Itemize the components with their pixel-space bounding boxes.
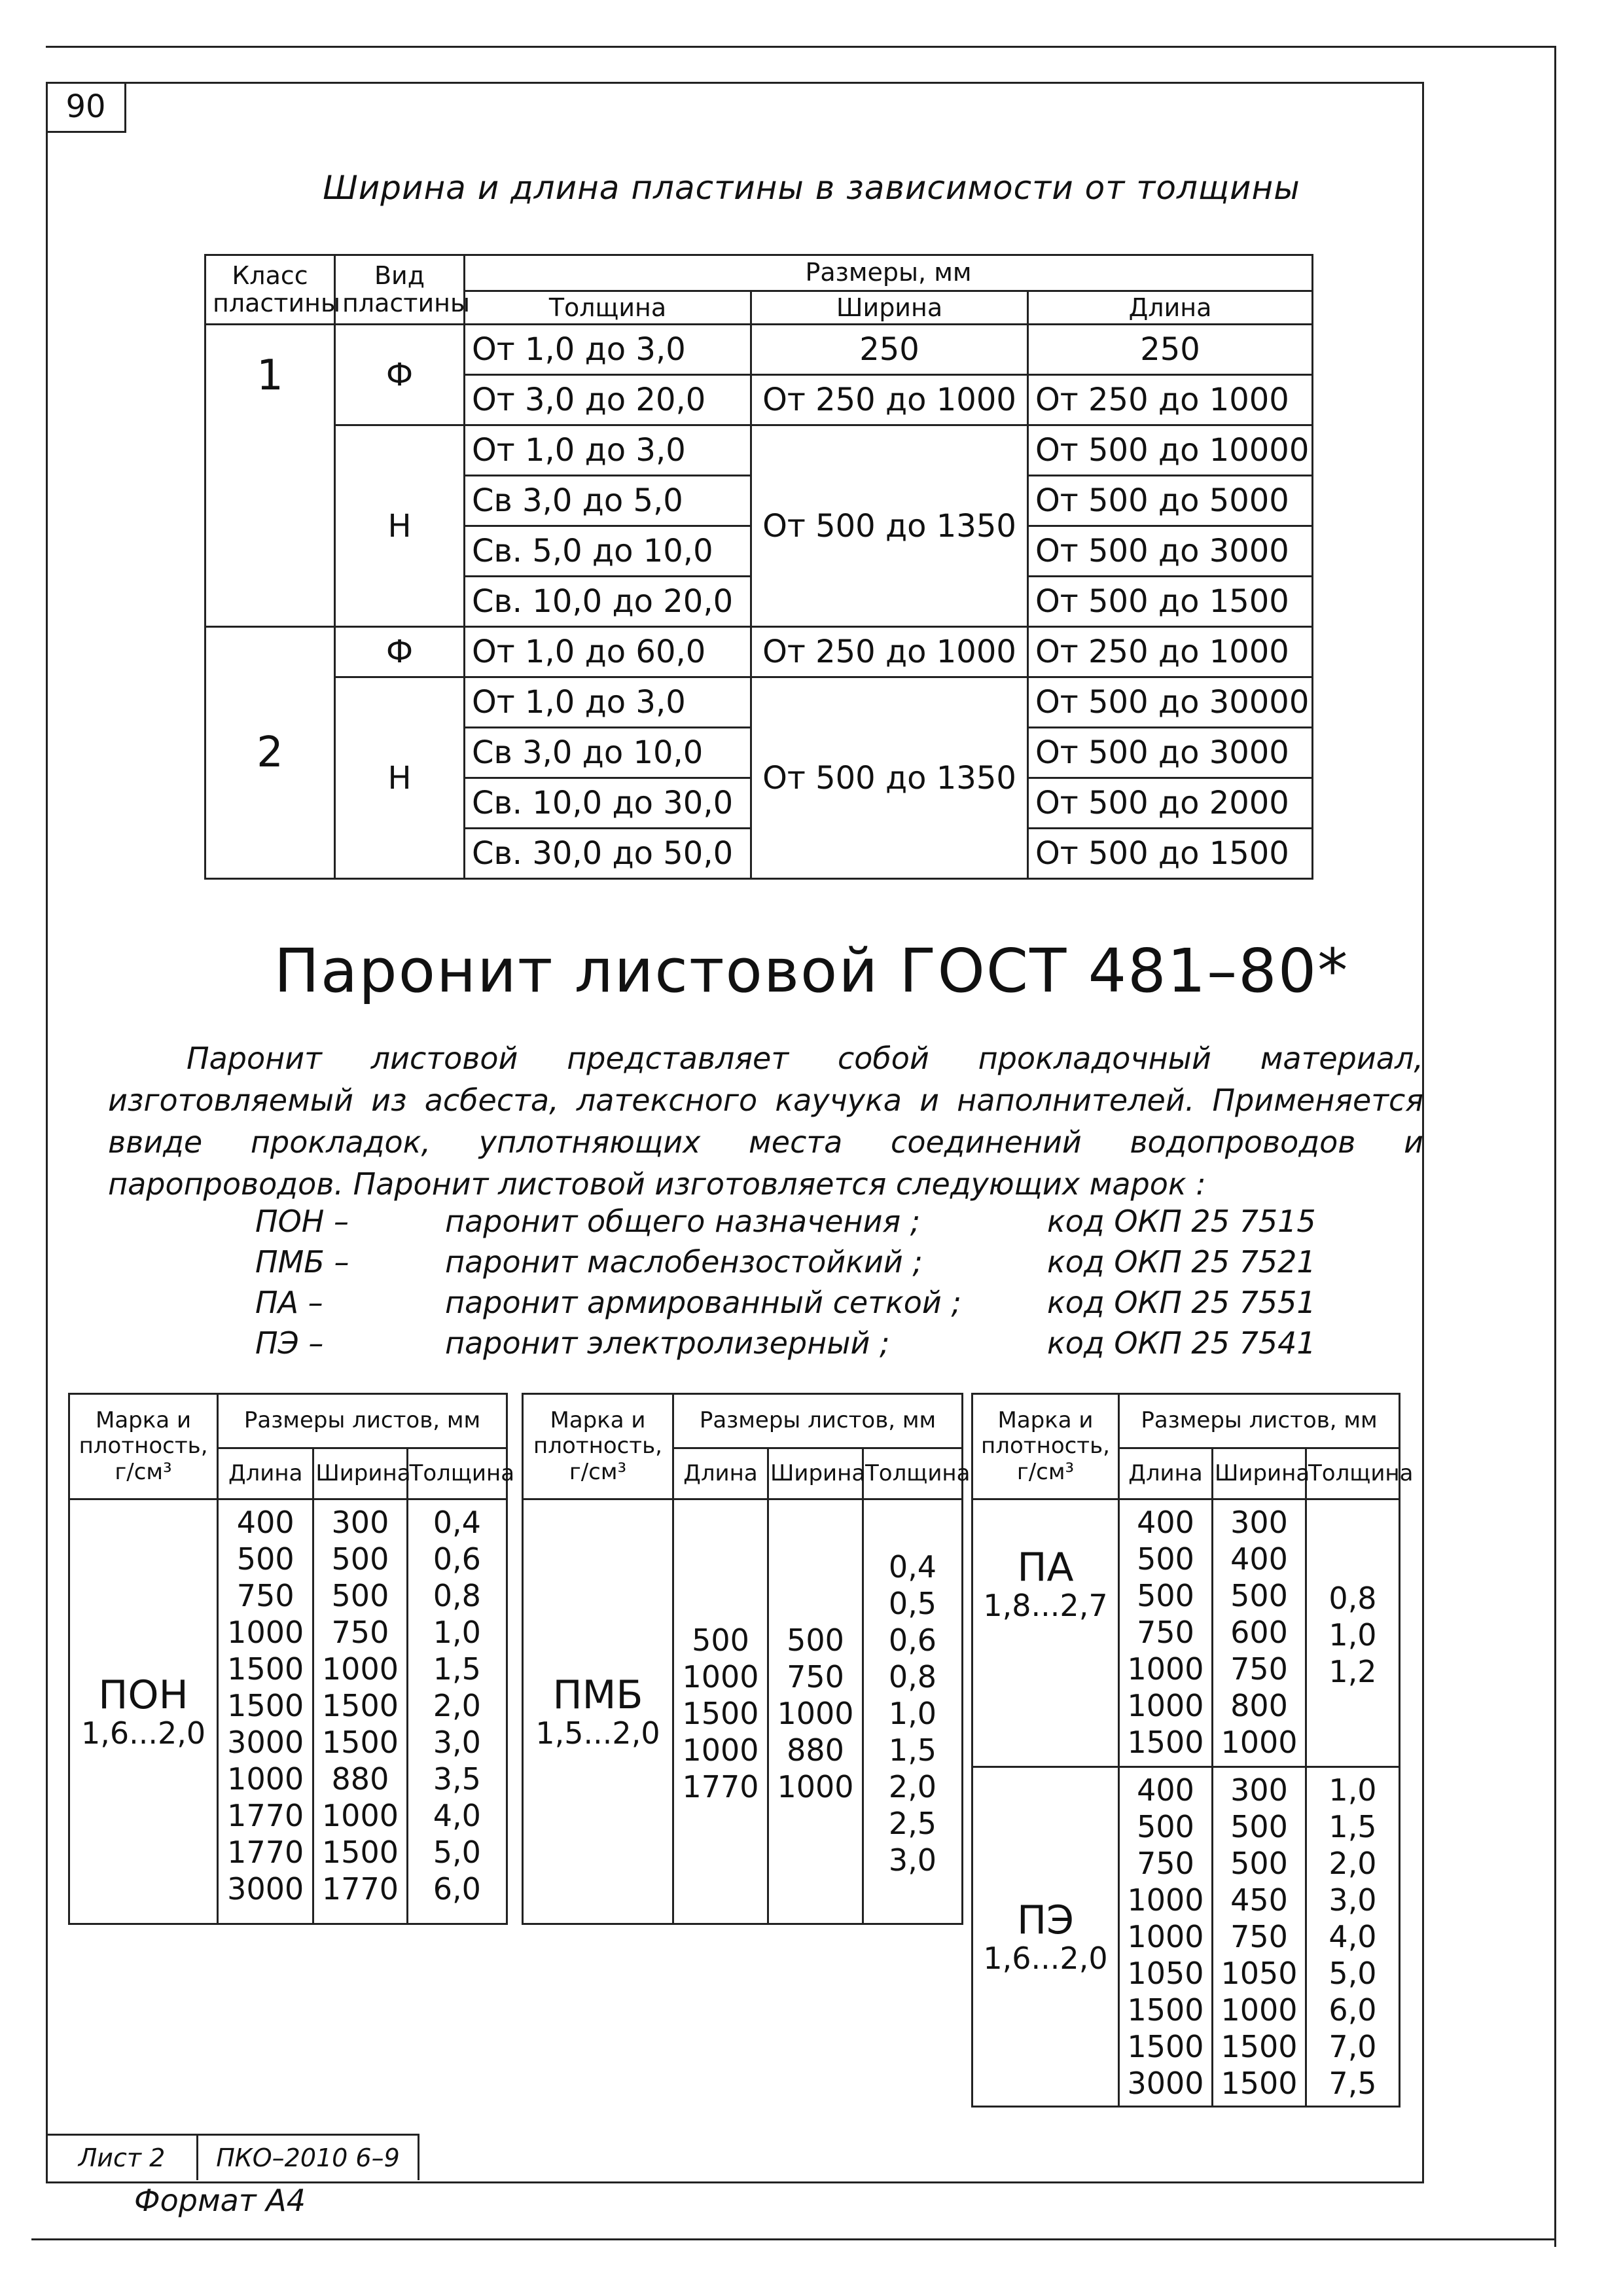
mark-cell: [972, 1767, 1119, 2107]
header-thickness: Толщина: [1306, 1448, 1400, 1499]
header-width: Ширина: [751, 291, 1028, 325]
description-text: Паронит листовой представляет собой прокладочный материал, изготовляемый из асбеста, латексного каучука и наполнителей. Применяется ввиде прокладок, уплотняющих места соединений водопроводов и паропроводов. Паронит листовой изготовляется следующих марок :: [108, 1041, 1423, 1202]
class-cell: 2: [205, 627, 335, 879]
thickness-cell: Св 3,0 до 10,0: [465, 728, 751, 778]
grade-okp: код ОКП 25 7521: [1047, 1244, 1316, 1280]
grade-item: [255, 1242, 1322, 1282]
thickness-values: 0,4 0,6 0,8 1,0 1,5 2,0 3,0 3,5 4,0 5,0 6,0: [407, 1499, 507, 1924]
header-kind: Вид пластины: [335, 255, 465, 325]
width-cell: От 500 до 1350: [751, 677, 1028, 879]
mark-name: ПЭ: [1016, 1897, 1074, 1943]
mark-cell: [69, 1499, 218, 1924]
length-cell: От 250 до 1000: [1028, 375, 1313, 425]
header-thickness: Толщина: [863, 1448, 963, 1499]
thickness-cell: Св. 5,0 до 10,0: [465, 526, 751, 577]
length-cell: От 500 до 3000: [1028, 526, 1313, 577]
grade-code: ПОН –: [255, 1204, 349, 1239]
grade-okp: код ОКП 25 7551: [1047, 1285, 1316, 1320]
length-values: 500 1000 1500 1000 1770: [673, 1499, 768, 1924]
grade-code: ПЭ –: [255, 1325, 324, 1361]
thickness-cell: От 3,0 до 20,0: [465, 375, 751, 425]
length-cell: От 500 до 3000: [1028, 728, 1313, 778]
length-cell: От 500 до 30000: [1028, 677, 1313, 728]
format-label: Формат А4: [134, 2183, 306, 2218]
mark-density: 1,6...2,0: [80, 1715, 206, 1751]
grade-code: ПМБ –: [255, 1244, 349, 1280]
width-values: 500 750 1000 880 1000: [768, 1499, 863, 1924]
length-cell: От 500 до 1500: [1028, 829, 1313, 879]
grade-item: [255, 1282, 1322, 1323]
sheet-table-pa-pe: [971, 1393, 1414, 2108]
mark-cell: [523, 1499, 673, 1924]
length-cell: 250: [1028, 325, 1313, 375]
grade-description: паронит общего назначения ;: [445, 1204, 921, 1239]
width-values: 300 500 500 750 1000 1500 1500 880 1000 1500 1770: [313, 1499, 407, 1924]
sheet-number: Лист 2: [47, 2136, 198, 2180]
header-class: Класс пластины: [205, 255, 335, 325]
mark-density: 1,6...2,0: [983, 1940, 1108, 1976]
mark-density: 1,8...2,7: [983, 1588, 1108, 1623]
grade-description: паронит армированный сеткой ;: [445, 1285, 961, 1320]
header-sheet-sizes: Размеры листов, мм: [673, 1394, 963, 1448]
header-width: Ширина: [1213, 1448, 1306, 1499]
section-title: Паронит листовой ГОСТ 481–80*: [274, 936, 1349, 1006]
sheet-table-pon: [68, 1393, 515, 1925]
header-sheet-sizes: Размеры листов, мм: [1119, 1394, 1400, 1448]
header-sheet-sizes: Размеры листов, мм: [218, 1394, 507, 1448]
width-cell: От 250 до 1000: [751, 627, 1028, 677]
header-width: Ширина: [313, 1448, 407, 1499]
sheet-table-pmb: [522, 1393, 971, 1925]
document-code: ПКО–2010 6–9: [198, 2136, 419, 2180]
thickness-cell: От 1,0 до 3,0: [465, 677, 751, 728]
grade-description: паронит маслобензостойкий ;: [445, 1244, 923, 1280]
thickness-cell: От 1,0 до 3,0: [465, 325, 751, 375]
width-values: 300 400 500 600 750 800 1000: [1213, 1499, 1306, 1767]
length-cell: От 500 до 1500: [1028, 577, 1313, 627]
mark-density: 1,5...2,0: [535, 1715, 660, 1751]
header-mark: Марка и плотность, г/см³: [523, 1394, 673, 1499]
length-values: 400 500 500 750 1000 1000 1500: [1119, 1499, 1213, 1767]
thickness-cell: Св 3,0 до 5,0: [465, 476, 751, 526]
thickness-cell: Св. 10,0 до 30,0: [465, 778, 751, 829]
kind-cell: Н: [335, 425, 465, 627]
length-cell: От 500 до 2000: [1028, 778, 1313, 829]
header-thickness: Толщина: [465, 291, 751, 325]
bottom-border: [31, 2238, 1556, 2240]
thickness-cell: От 1,0 до 60,0: [465, 627, 751, 677]
header-length: Длина: [673, 1448, 768, 1499]
thickness-cell: Св. 30,0 до 50,0: [465, 829, 751, 879]
length-cell: От 500 до 5000: [1028, 476, 1313, 526]
width-values: 300 500 500 450 750 1050 1000 1500 1500: [1213, 1767, 1306, 2107]
plate-size-table: [204, 254, 1313, 880]
mark-name: ПОН: [98, 1672, 188, 1718]
header-sizes: Размеры, мм: [465, 255, 1313, 291]
header-mark: Марка и плотность, г/см³: [69, 1394, 218, 1499]
table-caption: Ширина и длина пластины в зависимости от толщины: [323, 169, 1300, 207]
length-values: 400 500 750 1000 1500 1500 3000 1000 1770 1770 3000: [218, 1499, 313, 1924]
mark-cell: [972, 1499, 1119, 1767]
header-width: Ширина: [768, 1448, 863, 1499]
length-cell: От 250 до 1000: [1028, 627, 1313, 677]
length-values: 400 500 750 1000 1000 1050 1500 1500 3000: [1119, 1767, 1213, 2107]
grade-item: [255, 1323, 1322, 1363]
width-cell: 250: [751, 325, 1028, 375]
kind-cell: Ф: [335, 325, 465, 425]
header-length: Длина: [1028, 291, 1313, 325]
page-number: 90: [47, 82, 126, 133]
header-length: Длина: [218, 1448, 313, 1499]
class-cell: 1: [205, 325, 335, 627]
mark-name: ПА: [1017, 1545, 1074, 1590]
thickness-values: 0,4 0,5 0,6 0,8 1,0 1,5 2,0 2,5 3,0: [863, 1499, 963, 1924]
grade-code: ПА –: [255, 1285, 323, 1320]
grade-okp: код ОКП 25 7515: [1047, 1204, 1316, 1239]
thickness-values: 0,8 1,0 1,2: [1306, 1499, 1400, 1767]
title-block: [47, 2134, 419, 2180]
description-paragraph: [108, 1037, 1423, 1205]
width-cell: От 500 до 1350: [751, 425, 1028, 627]
thickness-cell: Св. 10,0 до 20,0: [465, 577, 751, 627]
thickness-cell: От 1,0 до 3,0: [465, 425, 751, 476]
kind-cell: Н: [335, 677, 465, 879]
grade-list: [255, 1201, 1322, 1363]
grade-description: паронит электролизерный ;: [445, 1325, 890, 1361]
length-cell: От 500 до 10000: [1028, 425, 1313, 476]
kind-cell: Ф: [335, 627, 465, 677]
width-cell: От 250 до 1000: [751, 375, 1028, 425]
grade-okp: код ОКП 25 7541: [1047, 1325, 1316, 1361]
mark-name: ПМБ: [552, 1672, 643, 1718]
header-length: Длина: [1119, 1448, 1213, 1499]
header-thickness: Толщина: [407, 1448, 507, 1499]
header-mark: Марка и плотность, г/см³: [972, 1394, 1119, 1499]
grade-item: [255, 1201, 1322, 1242]
thickness-values: 1,0 1,5 2,0 3,0 4,0 5,0 6,0 7,0 7,5: [1306, 1767, 1400, 2107]
